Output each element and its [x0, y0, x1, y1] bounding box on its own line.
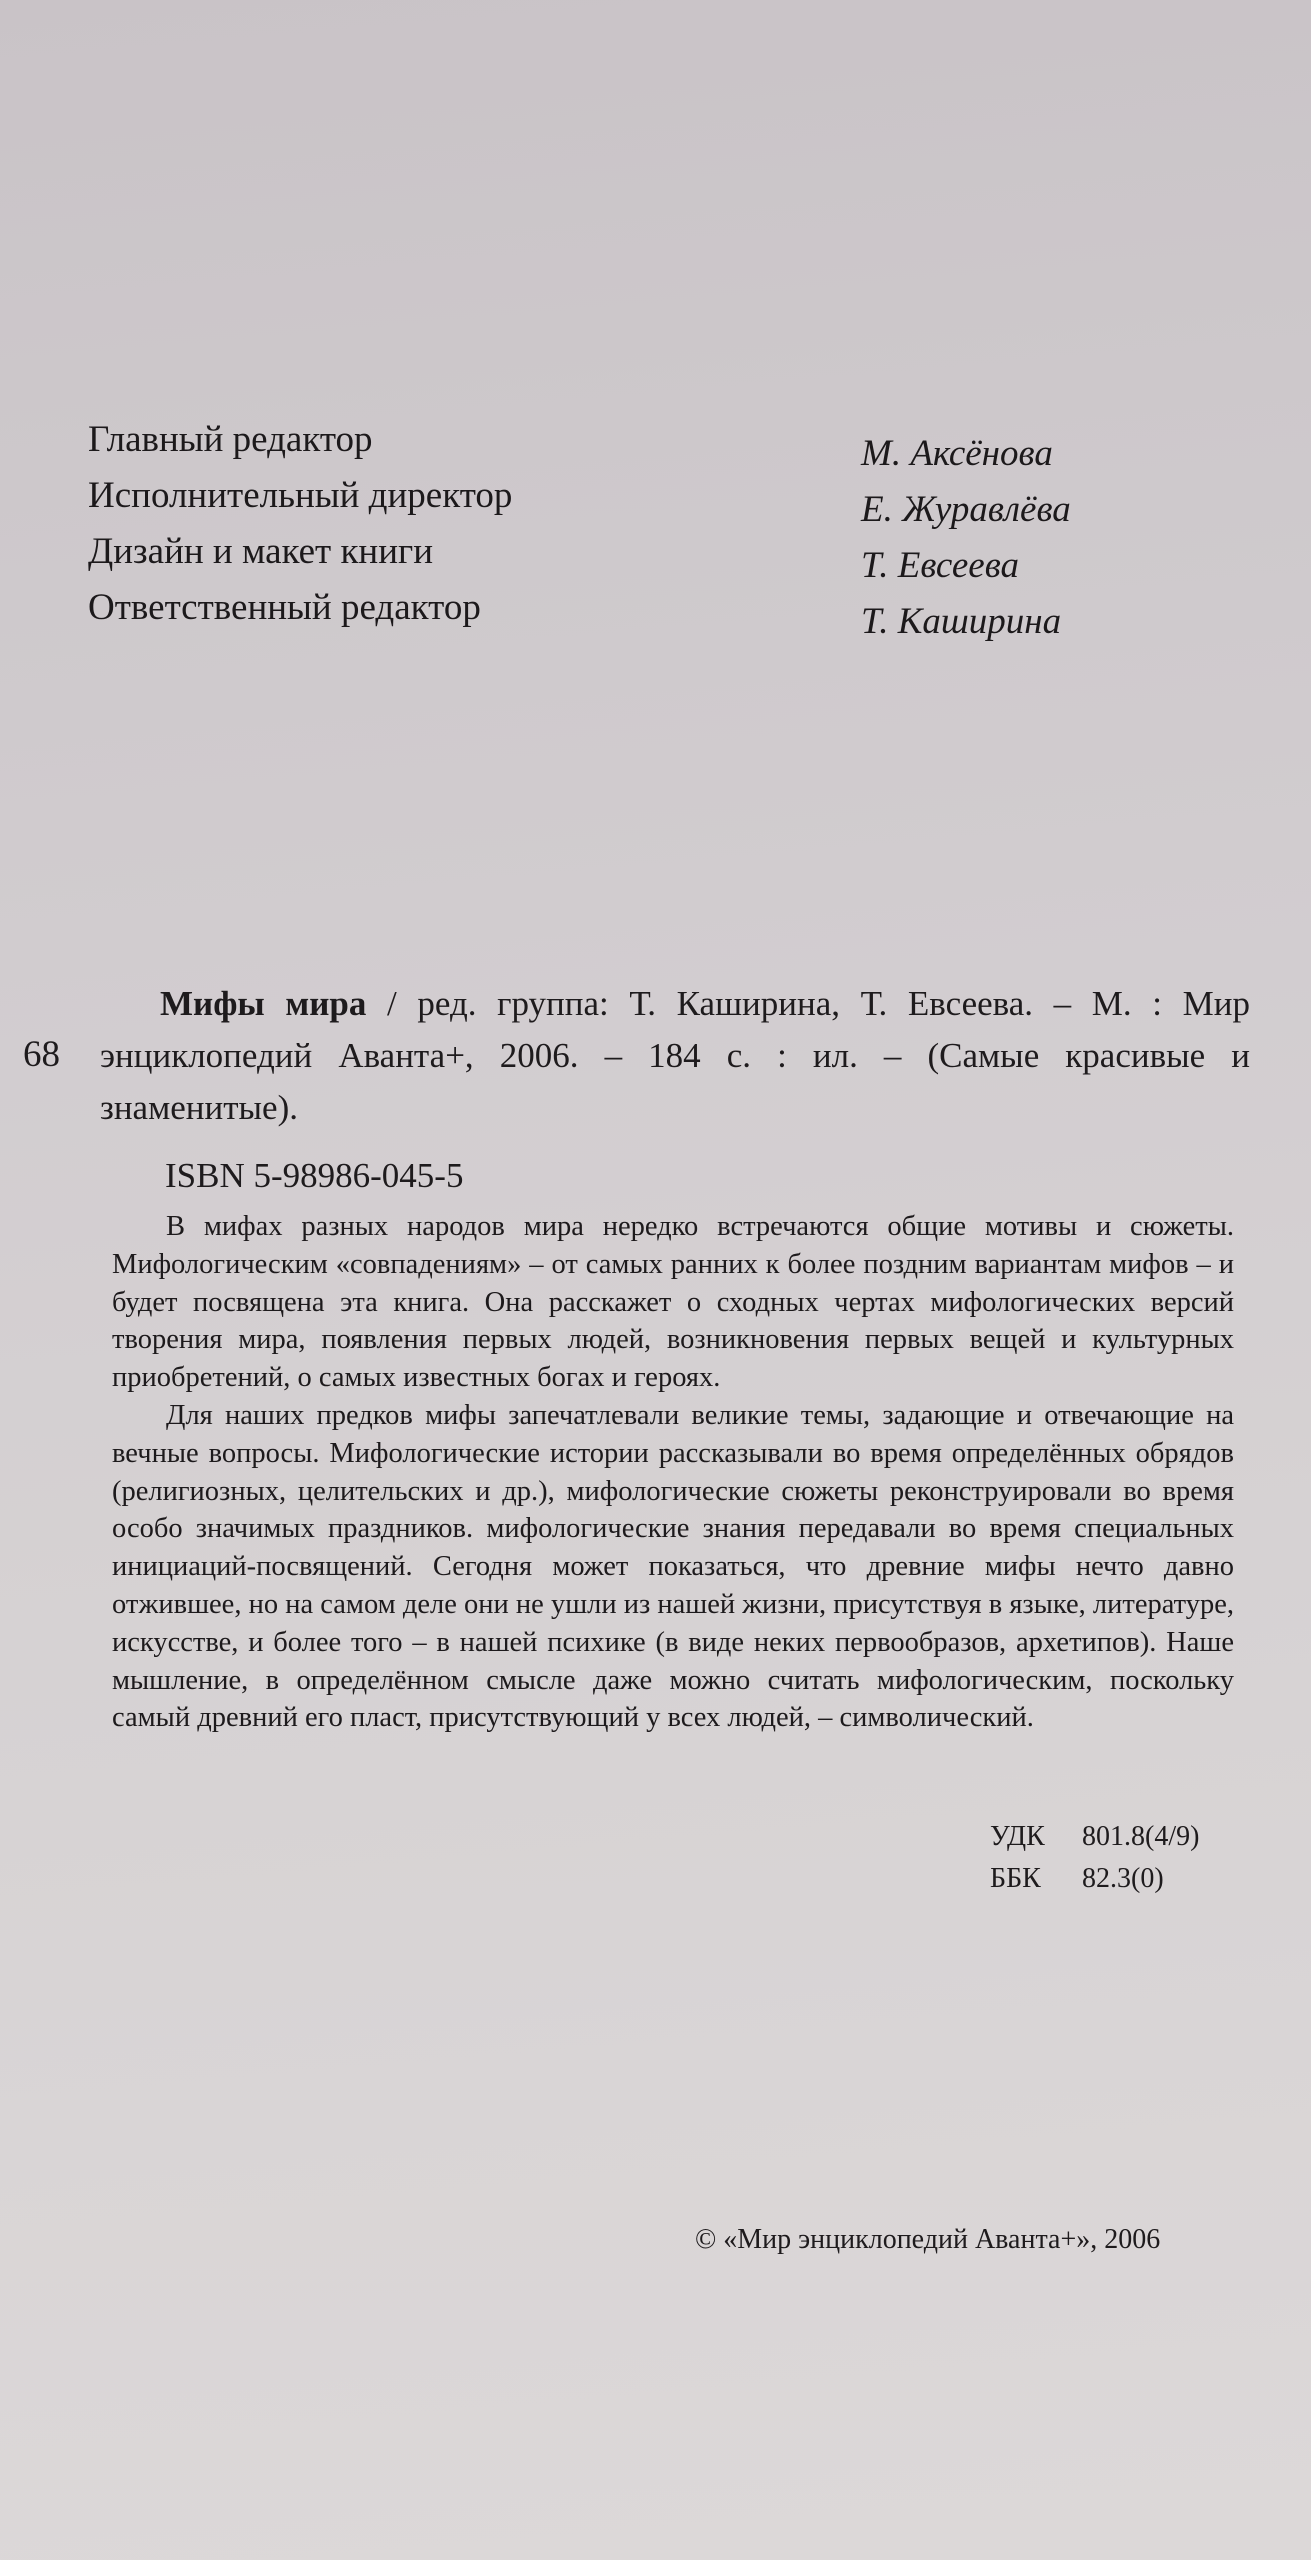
credit-name: М. Аксёнова [861, 433, 1053, 474]
book-title: Мифы мира [160, 984, 367, 1023]
credit-row [88, 580, 1238, 642]
classification-codes [990, 1816, 1250, 1900]
bibliographic-entry [100, 978, 1250, 1134]
credit-name: Т. Каширина [861, 601, 1062, 642]
code-label: УДК [990, 1821, 1045, 1852]
credit-name: Е. Журавлёва [861, 489, 1071, 530]
credit-name: Т. Евсеева [861, 545, 1020, 586]
credit-row [88, 412, 1238, 474]
credit-role: Ответственный редактор [88, 587, 481, 628]
abstract-paragraph: Для наших предков мифы запечатлевали великие темы, задающие и отвечающие на вечные вопросы. Мифологические истории рассказывали во время определённых обрядов (религиозных, целительских и др.), мифологические сюжеты реконструировали во время особо значимых праздников. мифологические знания передавали во время специальных инициаций-посвящений. Сегодня может показаться, что древние мифы нечто давно отжившее, но на самом деле они не ушли из нашей жизни, присутствуя в языке, литературе, искусстве, и более того – в нашей психике (в виде неких первообразов, архетипов). Наше мышление, в определённом смысле даже можно считать мифологическим, поскольку самый древний его пласт, присутствующий у всех людей, – символический. [112, 1399, 1234, 1734]
code-row [990, 1858, 1250, 1900]
abstract [112, 1208, 1234, 1737]
credit-row [88, 524, 1238, 586]
margin-code: 68 [23, 1034, 60, 1075]
code-label: ББК [990, 1863, 1041, 1894]
bibliographic-description: / ред. группа: Т. Каширина, Т. Евсеева. – М. : Мир энциклопедий Аванта+, 2006. – 184 с. : ил. – (Самые красивые и знаменитые). [100, 984, 1250, 1127]
code-value: 82.3(0) [1082, 1863, 1164, 1894]
credit-row [88, 468, 1238, 530]
copyright-notice: © «Мир энциклопедий Аванта+», 2006 [695, 2224, 1161, 2255]
credit-role: Дизайн и макет книги [88, 531, 434, 572]
code-row [990, 1816, 1250, 1858]
code-value: 801.8(4/9) [1082, 1821, 1200, 1852]
credits-block [88, 412, 1238, 642]
abstract-paragraph: В мифах разных народов мира нередко встречаются общие мотивы и сюжеты. Мифологическим «совпадениям» – от самых ранних к более поздним вариантам мифов – и будет посвящена эта книга. Она расскажет о сходных чертах мифологических версий творения мира, появления первых людей, возникновения первых вещей и культурных приобретений, о самых известных богах и героях. [112, 1211, 1234, 1394]
isbn: ISBN 5-98986-045-5 [165, 1156, 464, 1195]
credit-role: Исполнительный директор [88, 475, 513, 516]
credit-role: Главный редактор [88, 419, 373, 460]
